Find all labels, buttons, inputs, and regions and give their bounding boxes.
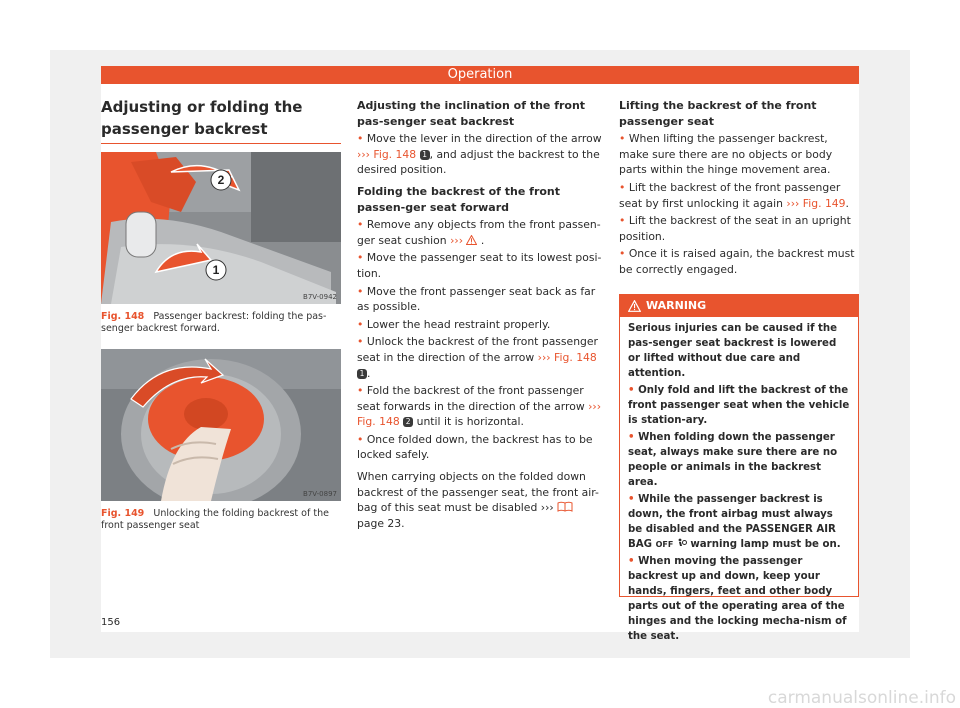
figure-149-image <box>101 349 341 501</box>
warning-triangle-icon <box>628 300 641 312</box>
warning-header: WARNING <box>620 295 858 317</box>
list-item: • Lower the head restraint properly. <box>357 317 551 331</box>
list-item: • Remove any objects from the front passen-ger seat cushion ››› . <box>357 218 601 247</box>
list-item: • Move the front passenger seat back as far as possible. <box>357 284 596 314</box>
list-item: • While the passenger backrest is down, the front airbag must always be disabled and the PASSENGER AIR BAG OFF warning lamp must be on. <box>628 494 841 550</box>
chapter-header: Operation <box>101 66 859 84</box>
page-link[interactable]: ››› page 23 <box>357 501 573 530</box>
warning-triangle-icon <box>466 235 477 245</box>
watermark: carmanualsonline.info <box>767 688 956 708</box>
figure-149-caption <box>101 508 341 532</box>
list-item: • Lift the backrest of the front passenger seat by first unlocking it again ››› Fig. 149. <box>619 180 849 210</box>
warning-box <box>619 294 859 642</box>
figure-148-callout-2: 2 <box>217 173 225 187</box>
callout-badge: 2 <box>403 417 413 427</box>
callout-badge: 1 <box>420 150 430 160</box>
book-icon <box>557 501 573 512</box>
list-item: • Fold the backrest of the front passenger seat forwards in the direction of the arrow ››› Fig. 148 2 until it is horizontal. <box>357 384 602 429</box>
warning-intro: Serious injuries can be caused if the pas-senger seat backrest is lowered or lifted without due care and attention. <box>628 323 838 379</box>
figure-149-label: Fig. 149 <box>101 508 145 519</box>
list-item: • Move the passenger seat to its lowest posi-tion. <box>357 251 602 280</box>
figure-148-image <box>101 152 341 304</box>
column-right <box>619 98 859 642</box>
airbag-icon <box>677 538 687 548</box>
list-item: • When folding down the passenger seat, always make sure there are no people or animals in the backrest area. <box>628 432 838 488</box>
figure-148-label: Fig. 148 <box>101 311 145 322</box>
list-item: • When moving the passenger backrest up and down, keep your hands, fingers, feet and other body parts out of the operating area of the hinges and the locking mecha-nism of the seat. <box>628 556 847 642</box>
figure-link[interactable]: ››› Fig. 148 <box>537 350 597 364</box>
column-middle <box>357 98 602 531</box>
list-item: • Only fold and lift the backrest of the front passenger seat when the vehicle is station-ary. <box>628 385 850 426</box>
page-number: 156 <box>101 617 121 628</box>
callout-badge: 1 <box>357 369 367 379</box>
list-item: • Once it is raised again, the backrest must be correctly engaged. <box>619 247 855 276</box>
title-divider <box>101 143 341 144</box>
airbag-off-label: OFF <box>655 540 674 549</box>
figure-link[interactable]: ››› Fig. 148 <box>357 399 602 429</box>
figure-149-code: B7V-0897 <box>303 490 337 498</box>
figure-149-caption-text: Unlocking the folding backrest of the front passenger seat <box>101 508 329 531</box>
figure-148-callout-1: 1 <box>212 263 220 277</box>
list-item: • Lift the backrest of the seat in an upright position. <box>619 214 851 243</box>
list-item: • Once folded down, the backrest has to be locked safely. <box>357 432 593 462</box>
carry-paragraph: When carrying objects on the folded down backrest of the passenger seat, the front air-bag of this seat must be disabled ››› page 23. <box>357 470 599 530</box>
figure-link[interactable]: ››› Fig. 149 <box>786 196 846 210</box>
page-content <box>101 84 859 642</box>
list-item: • When lifting the passenger backrest, make sure there are no objects or body parts within the hinge movement area. <box>619 132 833 177</box>
warning-link[interactable]: ››› <box>450 234 481 247</box>
figure-148-caption-text: Passenger backrest: folding the pas-senger backrest forward. <box>101 311 327 334</box>
list-item: • Unlock the backrest of the front passenger seat in the direction of the arrow ››› Fig. 148 1 . <box>357 335 598 380</box>
heading-lifting: Lifting the backrest of the front passenger seat <box>619 99 817 128</box>
warning-body <box>620 317 858 644</box>
figure-148-caption <box>101 311 341 335</box>
heading-folding: Folding the backrest of the front passen-ger seat forward <box>357 184 561 214</box>
section-title: Adjusting or folding the passenger backrest <box>101 98 303 138</box>
figure-148-code: B7V-0942 <box>303 293 337 301</box>
figure-link[interactable]: ››› Fig. 148 <box>357 147 417 161</box>
list-item: • Move the lever in the direction of the arrow ››› Fig. 148 1 , and adjust the backrest to the desired position. <box>357 132 602 177</box>
heading-inclination: Adjusting the inclination of the front pas-senger seat backrest <box>357 99 586 128</box>
